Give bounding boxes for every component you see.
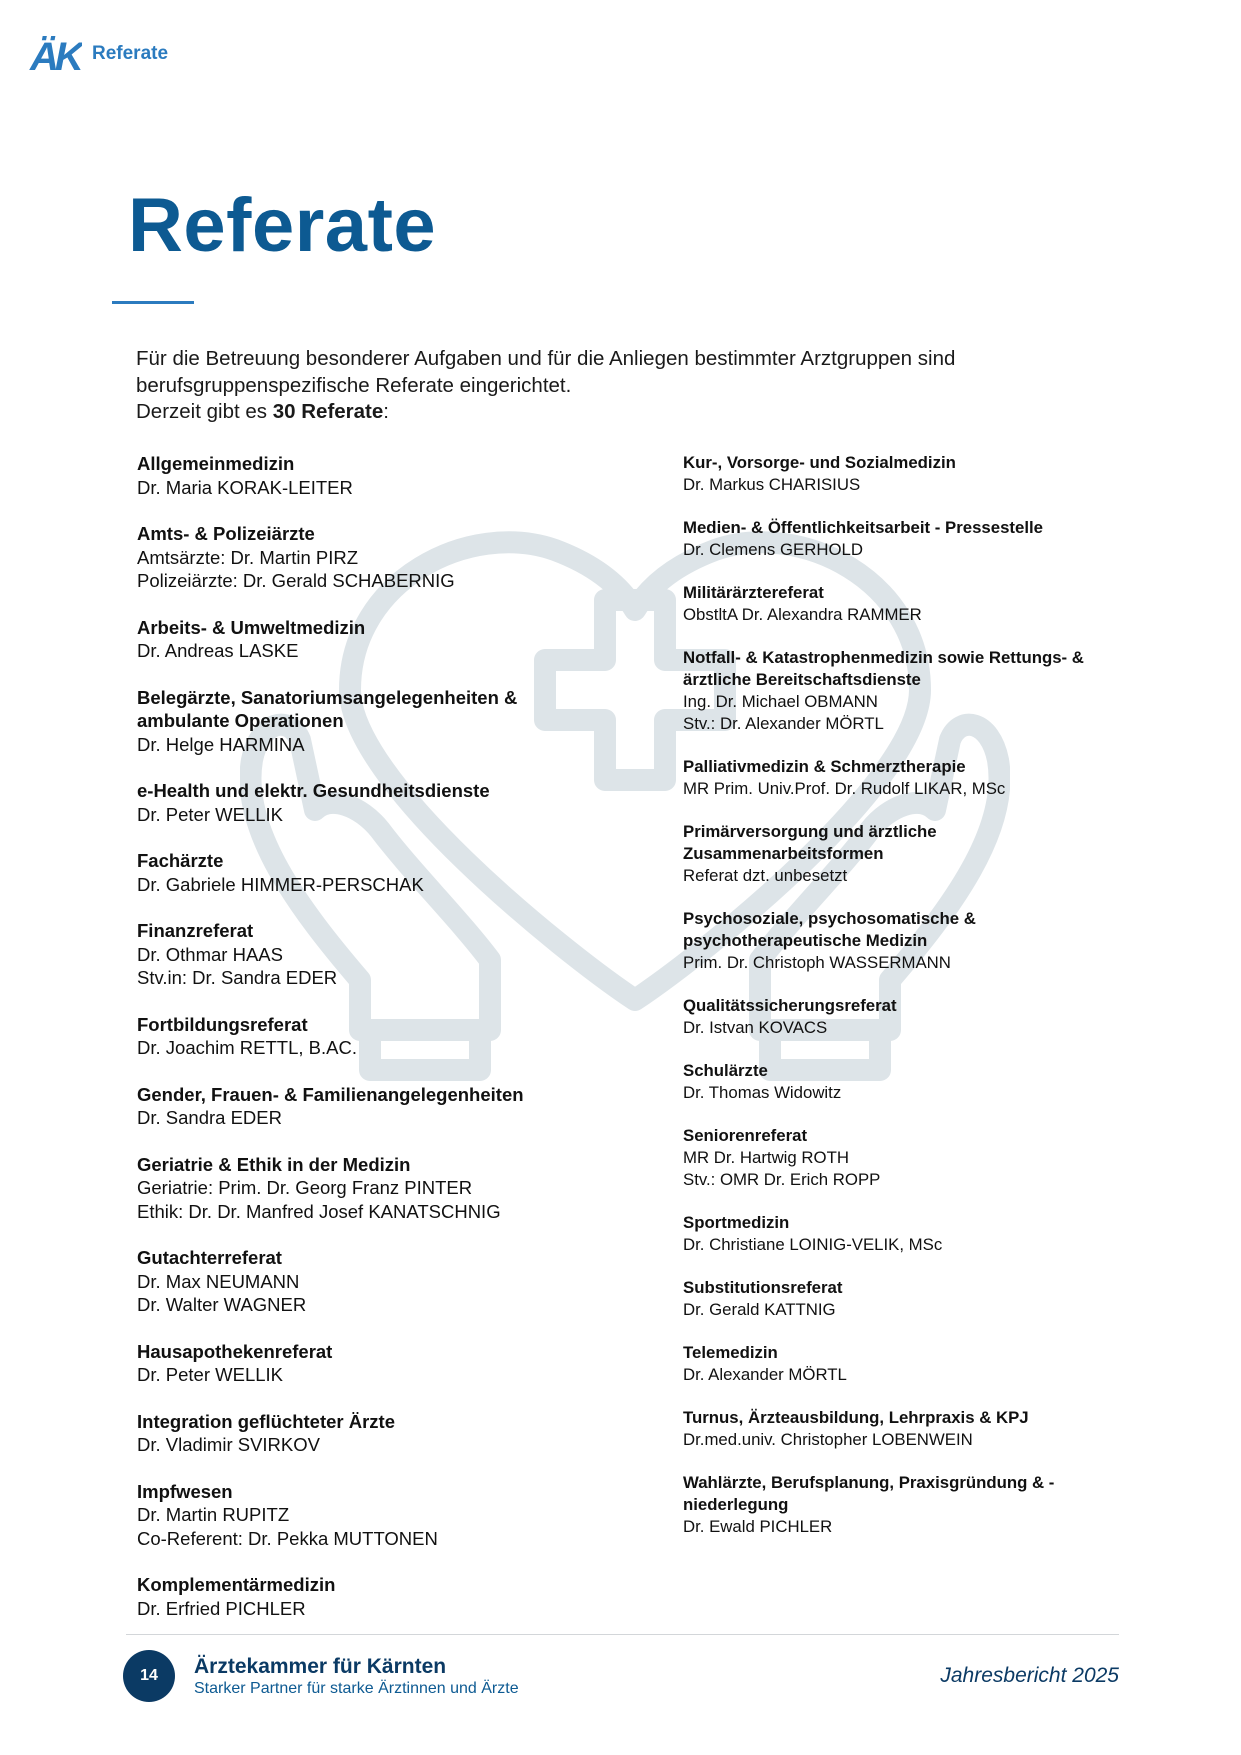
referat-person: Dr. Markus CHARISIUS: [683, 475, 861, 494]
referat-person: Co-Referent: Dr. Pekka MUTTONEN: [137, 1527, 438, 1549]
referat-entry: [137, 452, 657, 499]
referat-name: Wahlärzte, Berufsplanung, Praxisgründung & -: [683, 1473, 1055, 1492]
referat-entry: [137, 1246, 657, 1317]
referat-name: Komplementärmedizin: [137, 1574, 336, 1595]
referat-entry: [137, 616, 657, 663]
referat-person: Dr. Sandra EDER: [137, 1107, 282, 1128]
referat-name: Fortbildungsreferat: [137, 1013, 308, 1035]
referat-entry: [683, 1342, 1153, 1386]
page-header: [28, 32, 168, 76]
referat-person: Dr. Ewald PICHLER: [683, 1517, 833, 1536]
referat-entry: [683, 517, 1153, 561]
referat-person: Polizeiärzte: Dr. Gerald SCHABERNIG: [137, 570, 455, 591]
referat-person: Ing. Dr. Michael OBMANN: [683, 692, 878, 711]
referat-person: Dr. Max NEUMANN: [137, 1270, 300, 1292]
referat-person: Geriatrie: Prim. Dr. Georg Franz PINTER: [137, 1177, 473, 1198]
referate-right-column: [683, 452, 1153, 1559]
referat-entry: [683, 1125, 1153, 1191]
referat-name: ärztliche Bereitschaftsdienste: [683, 670, 921, 689]
footer-divider: [126, 1634, 1119, 1635]
referat-person: Dr. Gerald KATTNIG: [683, 1300, 836, 1319]
referat-person: Dr. Peter WELLIK: [137, 1364, 283, 1385]
referat-name: Medien- & Öffentlichkeitsarbeit - Pressestelle: [683, 518, 1043, 537]
svg-text:ÄK: ÄK: [30, 35, 80, 76]
referat-person: Dr.med.univ. Christopher LOBENWEIN: [683, 1430, 973, 1449]
referat-name: niederlegung: [683, 1495, 789, 1514]
referat-person: Dr. Othmar HAAS: [137, 943, 283, 965]
page-number-badge: 14: [123, 1650, 175, 1702]
referat-entry: [137, 779, 657, 826]
page-title: Referate: [128, 183, 437, 268]
referat-name: Gutachterreferat: [137, 1247, 282, 1268]
header-section-label: Referate: [92, 43, 169, 64]
referat-entry: [137, 1573, 657, 1620]
referat-name: Turnus, Ärzteausbildung, Lehrpraxis & KPJ: [683, 1408, 1029, 1427]
referat-entry: [137, 1153, 657, 1224]
referat-entry: [683, 1277, 1153, 1321]
referat-name: Notfall- & Katastrophenmedizin sowie Rettungs- &: [683, 648, 1084, 667]
referat-person: Dr. Martin RUPITZ: [137, 1504, 290, 1525]
referat-entry: [683, 1472, 1153, 1538]
referat-name: Palliativmedizin & Schmerztherapie: [683, 757, 966, 776]
referat-person: Amtsärzte: Dr. Martin PIRZ: [137, 546, 359, 568]
referat-name: Belegärzte, Sanatoriumsangelegenheiten &: [137, 686, 518, 708]
referat-entry: [683, 1212, 1153, 1256]
referat-entry: [137, 919, 657, 990]
referat-person: Prim. Dr. Christoph WASSERMANN: [683, 953, 951, 972]
referat-name: Gender, Frauen- & Familienangelegenheiten: [137, 1083, 524, 1105]
title-underline: [112, 301, 194, 304]
referat-person: Dr. Walter WAGNER: [137, 1294, 307, 1315]
referat-name: Qualitätssicherungsreferat: [683, 996, 897, 1015]
referat-name: Geriatrie & Ethik in der Medizin: [137, 1153, 411, 1175]
referat-name: ambulante Operationen: [137, 710, 344, 731]
intro-line: berufsgruppenspezifische Referate eingerichtet.: [136, 373, 572, 397]
referat-name: Substitutionsreferat: [683, 1278, 843, 1297]
referat-person: Ethik: Dr. Dr. Manfred Josef KANATSCHNIG: [137, 1200, 501, 1222]
referat-name: Amts- & Polizeiärzte: [137, 523, 315, 544]
referat-person: Dr. Peter WELLIK: [137, 803, 283, 825]
referat-person: Dr. Maria KORAK-LEITER: [137, 476, 353, 498]
referat-entry: [683, 995, 1153, 1039]
referat-person: Dr. Erfried PICHLER: [137, 1597, 306, 1619]
footer-organization: [194, 1655, 519, 1699]
referat-person: MR Dr. Hartwig ROTH: [683, 1148, 849, 1167]
referat-entry: [137, 1340, 657, 1387]
referat-person: MR Prim. Univ.Prof. Dr. Rudolf LIKAR, MSc: [683, 779, 1006, 798]
organization-tagline: Starker Partner für starke Ärztinnen und Ärzte: [194, 1680, 519, 1697]
referat-entry: [137, 1013, 657, 1060]
intro-line: Derzeit gibt es 30 Referate:: [136, 400, 389, 423]
referat-name: Allgemeinmedizin: [137, 453, 295, 474]
referat-person: Stv.in: Dr. Sandra EDER: [137, 967, 338, 988]
referat-name: Schulärzte: [683, 1061, 768, 1080]
referat-name: Hausapothekenreferat: [137, 1340, 333, 1362]
referate-left-column: [137, 452, 657, 1643]
referat-entry: [683, 452, 1153, 496]
referat-person: Dr. Clemens GERHOLD: [683, 540, 863, 559]
referat-entry: [683, 908, 1153, 974]
referat-entry: [137, 1480, 657, 1551]
referat-person: Dr. Andreas LASKE: [137, 640, 299, 661]
organization-name: Ärztekammer für Kärnten: [194, 1655, 447, 1678]
referat-name: Kur-, Vorsorge- und Sozialmedizin: [683, 453, 956, 472]
referat-person: Referat dzt. unbesetzt: [683, 866, 848, 885]
referat-person: Dr. Istvan KOVACS: [683, 1018, 828, 1037]
referat-entry: [137, 522, 657, 593]
referat-person: Dr. Alexander MÖRTL: [683, 1365, 847, 1384]
referat-person: Stv.: OMR Dr. Erich ROPP: [683, 1170, 881, 1189]
referat-name: Seniorenreferat: [683, 1126, 808, 1145]
referate-count: 30 Referate: [272, 400, 384, 423]
referat-person: Dr. Thomas Widowitz: [683, 1083, 842, 1102]
referat-person: Stv.: Dr. Alexander MÖRTL: [683, 714, 884, 733]
referat-entry: [137, 1410, 657, 1457]
referat-name: Impfwesen: [137, 1480, 233, 1502]
referat-name: Primärversorgung und ärztliche: [683, 822, 937, 841]
referat-name: Integration geflüchteter Ärzte: [137, 1410, 395, 1432]
referat-name: Telemedizin: [683, 1343, 778, 1362]
referat-name: psychotherapeutische Medizin: [683, 931, 928, 950]
report-title: Jahresbericht 2025: [940, 1664, 1119, 1687]
referat-name: Sportmedizin: [683, 1213, 790, 1232]
referat-entry: [137, 1083, 657, 1130]
referat-entry: [683, 821, 1153, 887]
referat-person: Dr. Christiane LOINIG-VELIK, MSc: [683, 1235, 943, 1254]
referat-person: Dr. Helge HARMINA: [137, 733, 305, 755]
referat-entry: [683, 647, 1153, 735]
intro-line: Für die Betreuung besonderer Aufgaben und für die Anliegen bestimmter Arztgruppen sind: [136, 347, 956, 370]
referat-entry: [683, 1407, 1153, 1451]
referat-person: Dr. Vladimir SVIRKOV: [137, 1434, 320, 1455]
referat-entry: [137, 849, 657, 896]
referat-name: Zusammenarbeitsformen: [683, 844, 884, 863]
intro-text: [136, 346, 1096, 426]
referat-name: Psychosoziale, psychosomatische &: [683, 909, 976, 928]
referat-name: Arbeits- & Umweltmedizin: [137, 616, 366, 638]
referat-name: e-Health und elektr. Gesundheitsdienste: [137, 780, 490, 801]
referat-person: ObstltA Dr. Alexandra RAMMER: [683, 605, 922, 624]
referat-name: Finanzreferat: [137, 920, 254, 941]
aek-logo-icon: [28, 32, 82, 76]
referat-entry: [137, 686, 657, 757]
referat-entry: [683, 756, 1153, 800]
referat-name: Fachärzte: [137, 850, 224, 871]
referat-entry: [683, 1060, 1153, 1104]
referat-entry: [683, 582, 1153, 626]
referat-person: Dr. Gabriele HIMMER-PERSCHAK: [137, 873, 424, 895]
referat-person: Dr. Joachim RETTL, B.AC.: [137, 1037, 357, 1058]
referat-name: Militärärztereferat: [683, 583, 824, 602]
